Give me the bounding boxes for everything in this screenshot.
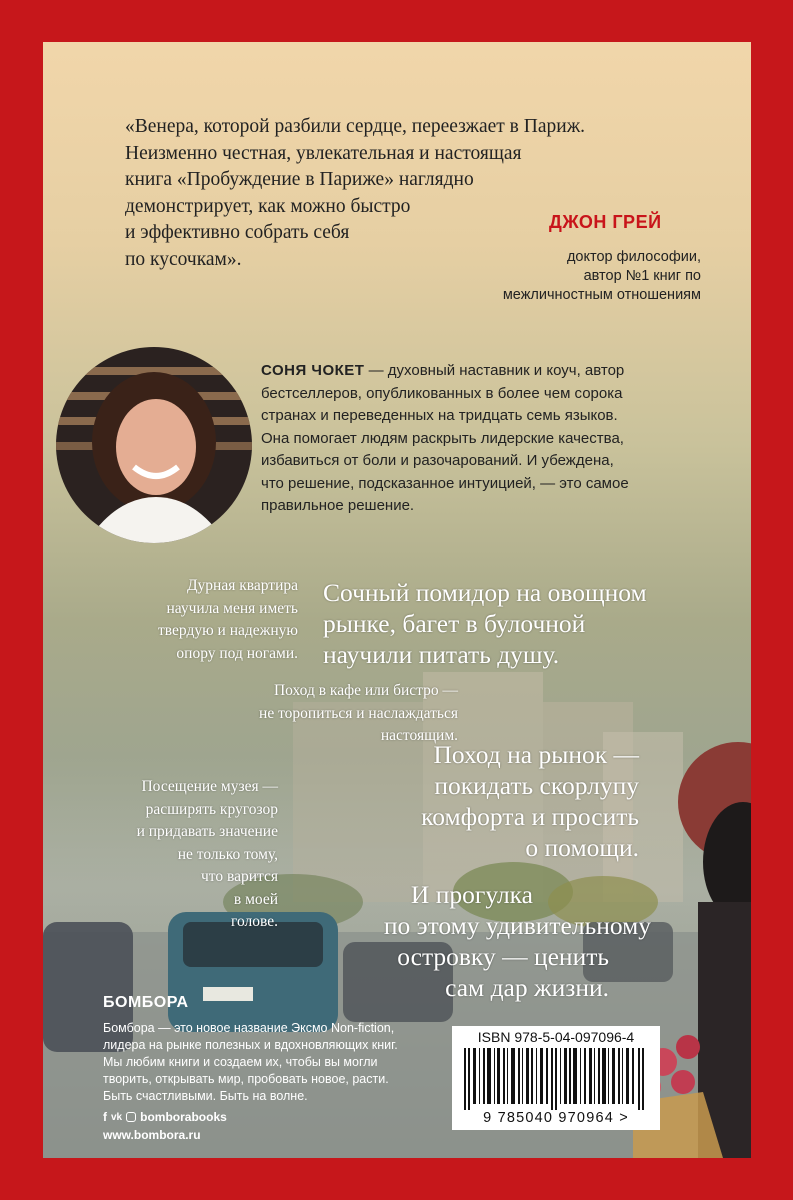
big-quote-line: комфорта и просить <box>421 802 639 831</box>
lesson-line: не только тому, <box>177 845 278 863</box>
author-title-line: доктор философии, <box>566 249 701 265</box>
big-quote-line: Поход на рынок — <box>433 740 639 769</box>
lesson-cafe <box>259 680 458 748</box>
publisher-line: Мы любим книги и создаем их, чтобы вы могли <box>103 1055 378 1069</box>
author-title-line: автор №1 книг по <box>583 268 701 284</box>
publisher-website: www.bombora.ru <box>103 1128 201 1142</box>
facebook-icon: f <box>103 1110 107 1124</box>
instagram-icon <box>126 1112 136 1122</box>
lesson-line: Поход в кафе или бистро — <box>273 682 458 699</box>
quote-line: демонстрирует, как можно быстро <box>125 195 411 217</box>
big-quote-line: сам дар жизни. <box>445 973 609 1002</box>
quote-line: Неизменно честная, увлекательная и настоящая <box>125 142 522 164</box>
big-quote-market <box>421 739 639 863</box>
lesson-line: настоящим. <box>380 727 458 744</box>
big-quote-line: о помощи. <box>525 833 639 862</box>
bio-line: правильное решение. <box>261 497 415 514</box>
big-quote-food <box>323 577 647 670</box>
quote-line: по кусочкам». <box>125 248 242 270</box>
author-photo <box>56 347 252 543</box>
barcode-bars <box>460 1048 650 1110</box>
big-quote-line: по этому удивительному <box>383 911 651 940</box>
lesson-line: не торопиться и наслаждаться <box>259 704 458 722</box>
lesson-line: твердую и надежную <box>158 622 298 639</box>
quote-line: «Венера, которой разбили сердце, переезжает в Париж. <box>125 116 586 137</box>
quote-line: и эффективно собрать себя <box>125 222 350 243</box>
bio-text: — духовный наставник и коуч, автор <box>364 362 625 379</box>
lesson-line: Дурная квартира <box>186 577 298 594</box>
bio-line: что решение, подсказанное интуицией, — это самое <box>261 474 629 492</box>
big-quote-line: научили питать душу. <box>323 640 560 669</box>
big-quote-line: покидать скорлупу <box>434 771 639 800</box>
lesson-line: расширять кругозор <box>145 800 278 818</box>
lesson-line: что варится <box>200 868 278 885</box>
lesson-museum <box>137 776 278 934</box>
back-cover <box>43 42 751 1158</box>
quote-line: книга «Пробуждение в Париже» наглядно <box>125 169 474 190</box>
lesson-line: научила меня иметь <box>166 599 298 617</box>
publisher-line: Бомбора — это новое название Эксмо Non-fiction, <box>103 1021 395 1035</box>
publisher-line: Быть счастливыми. Быть на волне. <box>103 1089 308 1103</box>
big-quote-line: рынке, багет в булочной <box>323 609 586 638</box>
publisher-description <box>103 1020 433 1105</box>
vk-icon: vk <box>111 1111 123 1123</box>
bio-line: странах и переведенных на тридцать семь языков. <box>261 407 618 424</box>
barcode-digits: 9 785040 970964 > <box>483 1110 629 1126</box>
bio-line: Она помогает людям раскрыть лидерские качества, <box>261 429 624 447</box>
big-quote-line: островку — ценить <box>397 942 609 971</box>
lesson-apartment <box>158 575 298 665</box>
author-title-line: межличностным отношениям <box>502 287 701 303</box>
author-bio <box>261 360 731 518</box>
lesson-line: в моей <box>233 890 278 908</box>
quote-author: ДЖОН ГРЕЙ <box>549 212 662 232</box>
author-name: СОНЯ ЧОКЕТ <box>261 362 365 379</box>
quote-author-title <box>463 248 701 305</box>
publisher-logo: БОМБОРА <box>103 994 189 1011</box>
publisher-line: лидера на рынке полезных и вдохновляющих книг. <box>103 1038 398 1052</box>
bio-line: бестселлеров, опубликованных в более чем сорока <box>261 384 623 402</box>
big-quote-line: И прогулка <box>410 880 533 909</box>
isbn-barcode <box>452 1026 660 1130</box>
bio-line: избавиться от боли и разочарований. И убеждена, <box>261 452 614 469</box>
lesson-line: голове. <box>231 913 278 930</box>
lesson-line: Посещение музея — <box>141 778 278 795</box>
isbn-number: ISBN 978-5-04-097096-4 <box>477 1029 635 1045</box>
big-quote-line: Сочный помидор на овощном <box>323 578 647 607</box>
lesson-line: и придавать значение <box>136 823 278 840</box>
publisher-line: творить, открывать мир, пробовать новое, расти. <box>103 1072 389 1086</box>
social-handle: bomborabooks <box>140 1110 227 1124</box>
big-quote-walk <box>384 879 651 1003</box>
social-links <box>103 1110 227 1124</box>
lesson-line: опору под ногами. <box>176 644 298 662</box>
